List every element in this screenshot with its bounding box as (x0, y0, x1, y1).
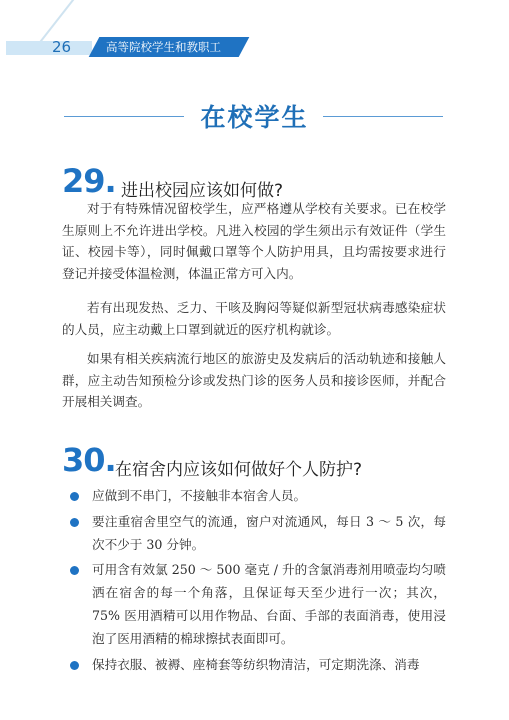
bullet-dot-icon (70, 566, 79, 575)
section-title: 在校学生 (200, 103, 309, 132)
bullet-dot-icon (70, 518, 79, 527)
page-header (0, 36, 509, 62)
running-title: 高等院校学生和教职工 (106, 40, 221, 54)
bullet-dot-icon (70, 492, 79, 501)
paragraph: 如果有相关疾病流行地区的旅游史及发病后的活动轨迹和接触人群，应主动告知预检分诊或发热门诊的医务人员和接诊医师，并配合开展相关调查。 (62, 351, 446, 410)
question-30-heading (62, 441, 482, 479)
question-title: 进出校园应该如何做? (121, 181, 284, 201)
question-number: 30. (62, 441, 116, 479)
list-item (62, 654, 446, 677)
question-title: 在宿舍内应该如何做好个人防护? (115, 460, 363, 480)
paragraph: 对于有特殊情况留校学生，应严格遵从学校有关要求。已在校学生原则上不允许进出学校。凡进入校园的学生须出示有效证件（学生证、校园卡等），同时佩戴口罩等个人防护用具，且均需按要求进行登记并接受体温检测，体温正常方可入内。 (62, 201, 446, 281)
paragraph: 若有出现发热、乏力、干咳及胸闷等疑似新型冠状病毒感染症状的人员，应主动戴上口罩到就近的医疗机构就诊。 (62, 300, 446, 337)
list-item (62, 559, 446, 650)
bullet-dot-icon (70, 661, 79, 670)
section-heading (0, 98, 509, 134)
page-number: 26 (52, 38, 72, 56)
list-item-text: 要注重宿舍里空气的流通，窗户对流通风，每日 3 ～ 5 次，每次不少于 30 分钟。 (92, 513, 446, 552)
header-light-band (6, 41, 92, 55)
question-29-heading (62, 162, 462, 200)
list-item-text: 可用含有效氯 250 ～ 500 毫克 / 升的含氯消毒剂用喷壶均匀喷洒在宿舍的每一个角落，且保证每天至少进行一次；其次，75% 医用酒精可以用作物品、台面、手部的表面消毒，使用浸泡了医用酒精的棉球擦拭表面即可。 (92, 562, 446, 646)
list-item-text: 保持衣服、被褥、座椅套等纺织物清洁，可定期洗涤、消毒 (92, 656, 420, 672)
section-rule-right (323, 116, 443, 117)
list-item (62, 485, 446, 508)
list-item (62, 511, 446, 557)
question-number: 29. (62, 162, 116, 200)
list-item-text: 应做到不串门，不接触非本宿舍人员。 (92, 488, 307, 503)
bullet-list (62, 485, 446, 676)
